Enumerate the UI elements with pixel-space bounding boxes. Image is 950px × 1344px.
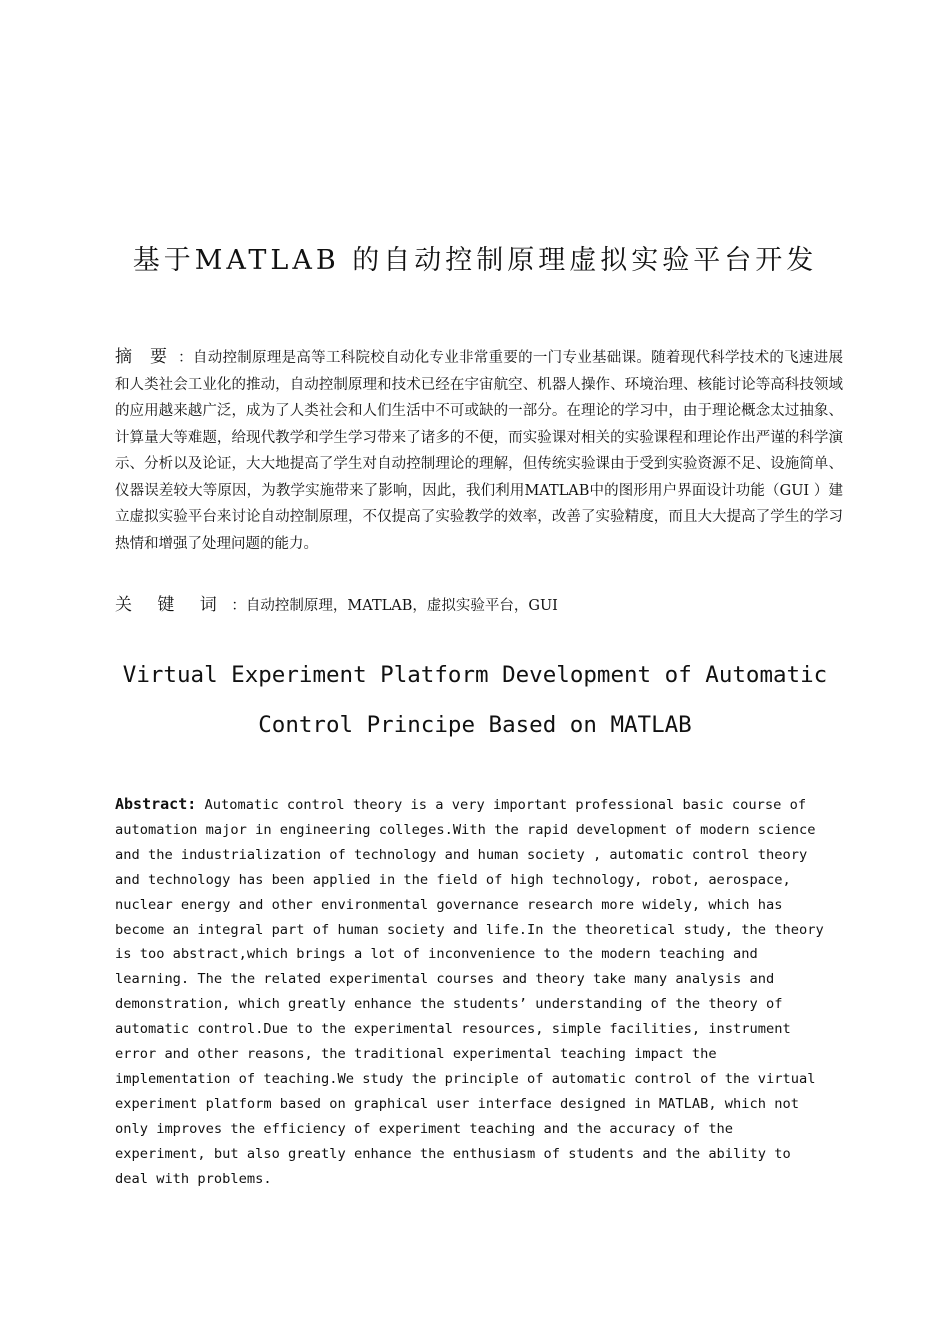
english-abstract-line: nuclear energy and other environmental governance research more widely, which has xyxy=(115,896,783,913)
chinese-keywords-separator: ： xyxy=(226,598,246,614)
english-abstract-line: automatic control.Due to the experimental resources, simple facilities, instrument xyxy=(115,1021,791,1038)
chinese-abstract-separator: ： xyxy=(173,350,193,366)
english-abstract-line: and the industrialization of technology and human society , automatic control theory xyxy=(115,846,808,863)
chinese-abstract xyxy=(115,344,843,557)
chinese-keywords xyxy=(115,592,843,619)
chinese-keywords-text: 自动控制原理，MATLAB，虚拟实验平台，GUI xyxy=(245,598,558,614)
english-abstract xyxy=(115,792,850,1192)
english-abstract-line: experiment platform based on graphical user interface designed in MATLAB, which not xyxy=(115,1095,799,1112)
english-abstract-line xyxy=(115,792,850,818)
english-abstract-line: experiment, but also greatly enhance the enthusiasm of students and the ability to xyxy=(115,1145,791,1162)
english-abstract-line: automation major in engineering colleges.With the rapid development of modern science xyxy=(115,821,816,838)
english-abstract-line-text: Automatic control theory is a very important professional basic course of xyxy=(196,797,807,813)
english-abstract-line: become an integral part of human society and life.In the theoretical study, the theory xyxy=(115,921,824,938)
english-title-line-2: Control Principe Based on MATLAB xyxy=(258,712,692,738)
english-abstract-line: demonstration, which greatly enhance the students’ understanding of the theory of xyxy=(115,996,783,1013)
english-abstract-line: error and other reasons, the traditional experimental teaching impact the xyxy=(115,1046,717,1063)
chinese-abstract-text: 自动控制原理是高等工科院校自动化专业非常重要的一门专业基础课。随着现代科学技术的飞速进展和人类社会工业化的推动，自动控制原理和技术已经在宇宙航空、机器人操作、环境治理、核能讨论等高科技领域的应用越来越广泛，成为了人类社会和人们生活中不可或缺的一部分。在理论的学习中，由于理论概念太过抽象、计算量大等难题，给现代教学和学生学习带来了诸多的不便，而实验课对相关的实验课程和理论作出严谨的科学演示、分析以及论证，大大地提高了学生对自动控制理论的理解，但传统实验课由于受到实验资源不足、设施简单、仪器误差较大等原因，为教学实施带来了影响，因此，我们利用MATLAB中的图形用户界面设计功能（GUI ）建立虚拟实验平台来讨论自动控制原理，不仅提高了实验教学的效率，改善了实验精度，而且大大提高了学生的学习热情和增强了处理问题的能力。 xyxy=(115,350,843,552)
english-abstract-line: and technology has been applied in the field of high technology, robot, aerospace, xyxy=(115,871,791,888)
english-abstract-line: implementation of teaching.We study the principle of automatic control of the virtual xyxy=(115,1070,816,1087)
english-abstract-line: learning. The the related experimental courses and theory take many analysis and xyxy=(115,971,775,988)
chinese-title: 基于MATLAB 的自动控制原理虚拟实验平台开发 xyxy=(132,245,818,276)
english-abstract-line: only improves the efficiency of experiment teaching and the accuracy of the xyxy=(115,1120,734,1137)
english-title-line-1: Virtual Experiment Platform Development of Automatic xyxy=(122,662,828,688)
chinese-keywords-label: 关 键 词 xyxy=(115,595,227,615)
english-abstract-line: deal with problems. xyxy=(115,1170,272,1187)
english-abstract-line: is too abstract,which brings a lot of inconvenience to the modern teaching and xyxy=(115,946,758,963)
chinese-abstract-label: 摘 要 xyxy=(115,347,174,367)
english-abstract-label: Abstract: xyxy=(115,795,197,813)
english-title xyxy=(0,650,950,750)
